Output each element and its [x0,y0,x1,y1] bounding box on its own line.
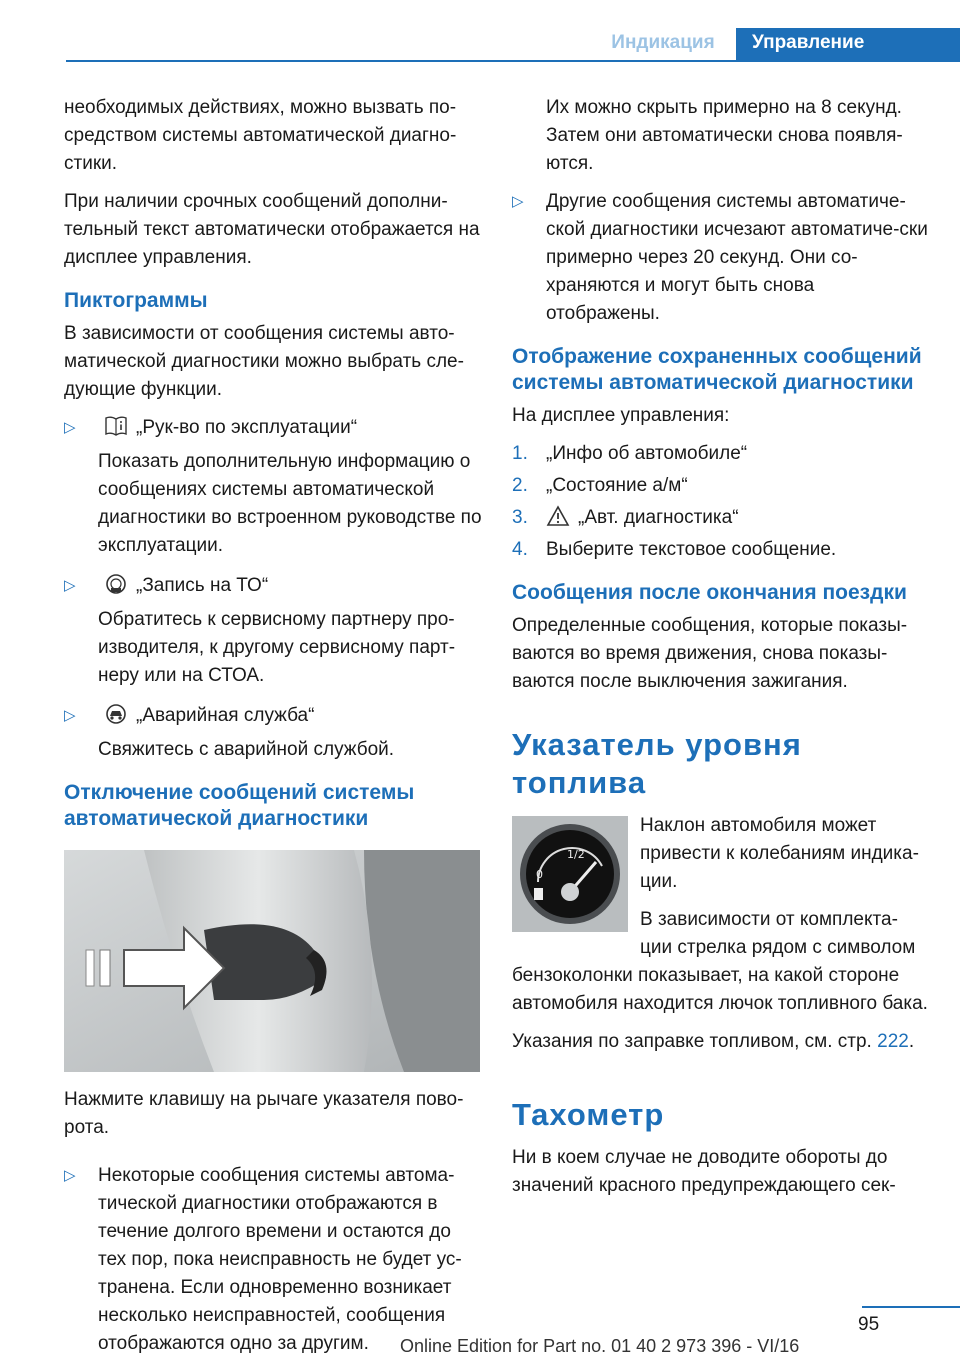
fuel-gauge-image [512,816,628,932]
heading-disable-messages: Отключение сообщений системы автоматической диагностики [64,781,415,830]
step-text: „Авт. диагностика“ [578,507,739,528]
manual-text: Показать дополнительную информацию о сообщениях системы автоматической диагностики во встроенном руководстве по эксплуатации. [98,451,482,556]
paragraph-on-display: На дисплее управления: [512,405,730,426]
paragraph-tachometer: Ни в коем случае не доводите обороты до значений красного предупреждающего сек- [512,1147,896,1196]
page-number: 95 [858,1314,880,1335]
other-messages-text: Другие сообщения системы автоматиче-ской диагностики исчезают автоматиче-ски примерно через 20 секунд. Они со-храняются и могут быть снова отображены. [546,191,928,324]
roadside-label: „Аварийная служба“ [136,705,315,726]
header-section-indication[interactable]: Индикация [611,32,715,53]
step-item [512,440,930,468]
heading-messages-after-trip: Сообщения после окончания поездки [512,581,907,604]
heading-saved-messages: Отображение сохраненных сообщений системы автоматической диагностики [512,345,922,394]
step-item [512,504,930,532]
list-item-roadside [64,702,482,764]
fuel-gauge-block [512,812,930,1028]
paragraph-fuel-tilt: Наклон автомобиля может привести к колебаниям индика-ции. [640,815,919,892]
paragraph-after-trip: Определенные сообщения, которые показы-ваются во время движения, снова показы-ваются после выключения зажигания. [512,615,908,692]
fuel-reference-end: . [908,1031,915,1052]
triangle-bullet-icon: ▷ [64,419,76,436]
roadside-icon [104,703,128,725]
list-item-other-messages [512,188,930,328]
header-rule [66,60,960,62]
paragraph-press-button: Нажмите клавишу на рычаге указателя пово-рота. [64,1089,464,1138]
triangle-bullet-icon: ▷ [64,1167,76,1184]
heading-pictograms: Пиктограммы [64,289,208,312]
paragraph-intro: необходимых действиях, можно вызвать по-средством системы автоматической диагно-стики. [64,97,457,174]
list-item-service [64,572,482,690]
step-item [512,536,930,564]
footer-rule [862,1306,960,1308]
heading-tachometer: Тахометр [512,1097,665,1132]
continued-text: Их можно скрыть примерно на 8 секунд. Затем они автоматически снова появля-ются. [546,97,903,174]
right-column [512,94,930,1210]
roadside-text: Свяжитесь с аварийной службой. [98,739,395,760]
paragraph-functions: В зависимости от сообщения системы авто-матической диагностики можно выбрать сле-дующие функции. [64,323,464,400]
warning-triangle-icon [546,505,570,527]
step-item [512,472,930,500]
fuel-reference-text: Указания по заправке топливом, см. стр. [512,1031,878,1052]
list-item-continued [512,94,930,178]
step-number: 3. [512,507,528,528]
persistent-messages-text: Некоторые сообщения системы автома-тической диагностики отображаются в течение долгого времени и остаются до тех пор, пока неисправность не будет ус-транена. Если одновременно возникает несколько неисправностей, сообщения отображаются одно за другим. [98,1165,462,1354]
manual-icon [104,415,128,437]
triangle-bullet-icon: ▷ [64,707,76,724]
step-text: Выберите текстовое сообщение. [546,539,837,560]
step-text: „Состояние а/м“ [546,475,688,496]
list-item-manual [64,414,482,560]
turn-signal-lever-image [64,850,480,1072]
paragraph-urgent: При наличии срочных сообщений дополни-тельный текст автоматически отображается на дисплее управления. [64,191,480,268]
gauge-half-label: 1/2 [567,848,585,861]
left-column [64,94,482,1362]
header-section-controls[interactable]: Управление [736,28,960,62]
step-text: „Инфо об автомобиле“ [546,443,748,464]
page-reference-link[interactable]: 222 [877,1031,909,1052]
gauge-zero-label: 0 [536,868,543,881]
service-label: „Запись на ТО“ [136,575,269,596]
step-number: 1. [512,443,528,464]
edition-footer: Online Edition for Part no. 01 40 2 973 396 - VI/16 [400,1336,800,1356]
step-number: 4. [512,539,528,560]
manual-label: „Рук-во по эксплуатации“ [136,417,358,438]
step-number: 2. [512,475,528,496]
triangle-bullet-icon: ▷ [512,193,524,210]
paragraph-fuel-reference [512,1028,930,1056]
heading-fuel-gauge: Указатель уровня топлива [512,727,802,800]
service-icon [104,573,128,595]
paragraph-fuel-arrow: В зависимости от комплекта-ции стрелка рядом с символом бензоколонки показывает, на какой стороне автомобиля находится лючок топливного бака. [512,909,928,1014]
service-text: Обратитесь к сервисному партнеру про-изводителя, к другому сервисному парт-неру или на СТОА. [98,609,456,686]
list-item-persistent-messages [64,1162,482,1358]
triangle-bullet-icon: ▷ [64,577,76,594]
